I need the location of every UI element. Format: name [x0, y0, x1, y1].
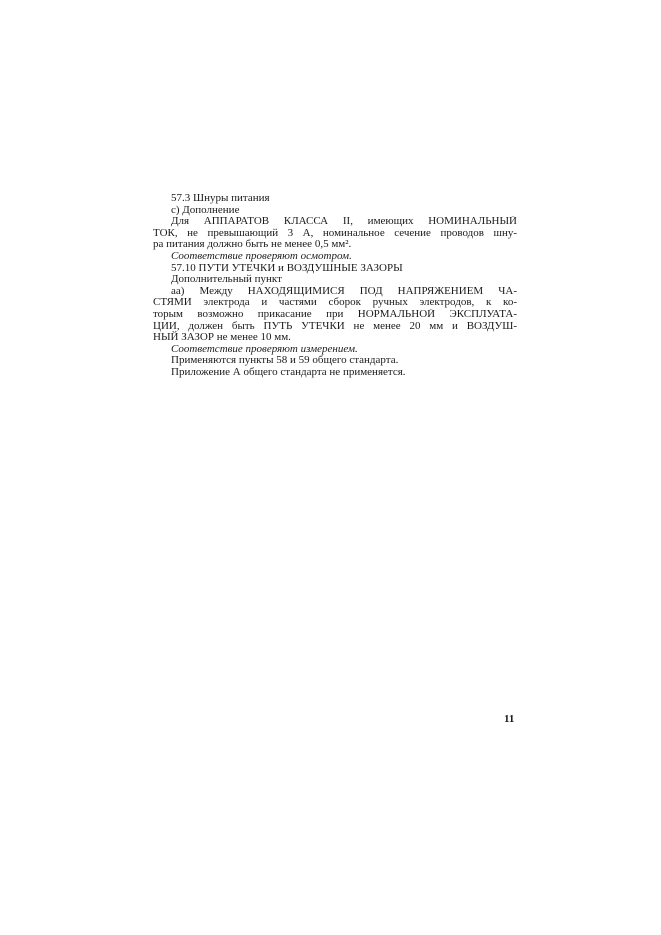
paragraph-line: торым возможно прикасание при НОРМАЛЬНОЙ ЭКСПЛУАТА-	[153, 308, 517, 320]
paragraph-line: ЦИИ, должен быть ПУТЬ УТЕЧКИ не менее 20 мм и ВОЗДУШ-	[153, 320, 517, 332]
page-number: 11	[504, 713, 515, 725]
compliance-note: Соответствие проверяют осмотром.	[171, 249, 352, 262]
subclause-label: с) Дополнение	[171, 203, 240, 216]
paragraph-line: СТЯМИ электрода и частями сборок ручных электродов, к ко-	[153, 297, 517, 309]
paragraph-line: НЫЙ ЗАЗОР не менее 10 мм.	[153, 331, 291, 344]
section-heading-57-3: 57.3 Шнуры питания	[171, 192, 270, 204]
subclause-label: Дополнительный пункт	[171, 273, 282, 286]
section-heading-57-10: 57.10 ПУТИ УТЕЧКИ и ВОЗДУШНЫЕ ЗАЗОРЫ	[171, 261, 403, 274]
compliance-note: Соответствие проверяют измерением.	[171, 342, 358, 355]
paragraph-line: ТОК, не превышающий 3 А, номинальное сечение проводов шну-	[153, 227, 517, 239]
paragraph-line: Применяются пункты 58 и 59 общего стандарта.	[171, 354, 399, 367]
document-body	[153, 193, 517, 379]
paragraph-line: Для АППАРАТОВ КЛАССА II, имеющих НОМИНАЛЬНЫЙ	[171, 216, 517, 228]
paragraph-line: аа) Между НАХОДЯЩИМИСЯ ПОД НАПРЯЖЕНИЕМ ЧА-	[171, 285, 517, 297]
paragraph-line: ра питания должно быть не менее 0,5 мм².	[153, 238, 352, 251]
paragraph-line: Приложение А общего стандарта не применяется.	[171, 365, 406, 378]
